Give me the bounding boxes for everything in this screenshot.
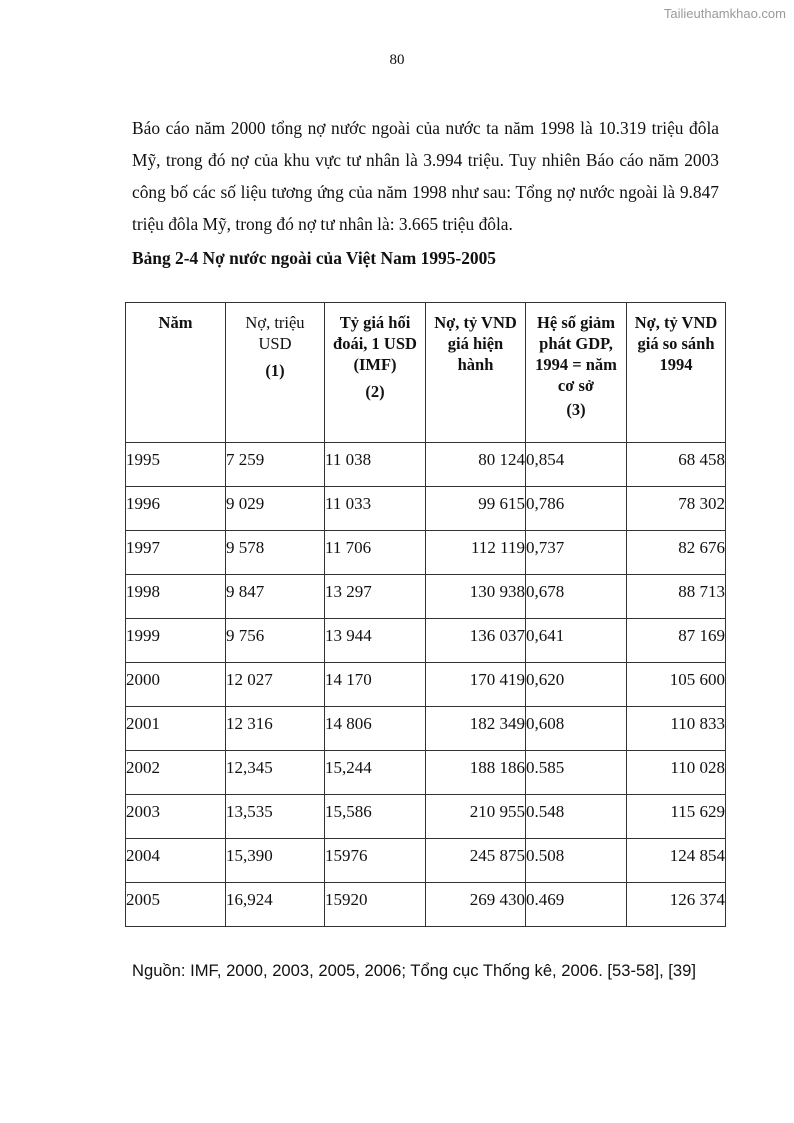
cell-debt-vnd-current: 130 938 — [426, 575, 526, 619]
cell-debt-vnd-current: 210 955 — [426, 795, 526, 839]
cell-debt-vnd-current: 269 430 — [426, 883, 526, 927]
cell-debt-usd: 13,535 — [226, 795, 325, 839]
header-note: (2) — [365, 382, 385, 401]
page-number: 80 — [389, 52, 405, 68]
cell-year: 1997 — [126, 531, 226, 575]
table-row — [126, 575, 726, 619]
cell-debt-vnd-current: 99 615 — [426, 487, 526, 531]
cell-debt-vnd-current: 170 419 — [426, 663, 526, 707]
cell-exchange-rate: 15,244 — [325, 751, 426, 795]
cell-gdp-deflator: 0.585 — [526, 751, 627, 795]
cell-exchange-rate: 15,586 — [325, 795, 426, 839]
table-row — [126, 619, 726, 663]
header-label: Nợ, tỷ VND giá so sánh 1994 — [634, 313, 718, 374]
cell-year: 1999 — [126, 619, 226, 663]
cell-debt-vnd-1994: 115 629 — [627, 795, 726, 839]
cell-debt-usd: 9 756 — [226, 619, 325, 663]
cell-year: 1995 — [126, 443, 226, 487]
cell-gdp-deflator: 0,641 — [526, 619, 627, 663]
table-caption: Bảng 2-4 Nợ nước ngoài của Việt Nam 1995-2005 — [132, 248, 496, 268]
cell-debt-vnd-current: 136 037 — [426, 619, 526, 663]
cell-year: 2004 — [126, 839, 226, 883]
cell-debt-vnd-current: 182 349 — [426, 707, 526, 751]
cell-debt-vnd-1994: 126 374 — [627, 883, 726, 927]
cell-exchange-rate: 15920 — [325, 883, 426, 927]
table-row — [126, 663, 726, 707]
cell-debt-vnd-1994: 78 302 — [627, 487, 726, 531]
cell-year: 1996 — [126, 487, 226, 531]
header-debt-vnd-current — [426, 303, 526, 443]
cell-year: 1998 — [126, 575, 226, 619]
cell-gdp-deflator: 0,854 — [526, 443, 627, 487]
header-debt-usd — [226, 303, 325, 443]
table-row — [126, 707, 726, 751]
table-row — [126, 531, 726, 575]
cell-year: 2000 — [126, 663, 226, 707]
cell-gdp-deflator: 0,786 — [526, 487, 627, 531]
cell-debt-vnd-1994: 110 833 — [627, 707, 726, 751]
cell-exchange-rate: 11 033 — [325, 487, 426, 531]
cell-debt-usd: 12 027 — [226, 663, 325, 707]
header-gdp-deflator — [526, 303, 627, 443]
cell-exchange-rate: 15976 — [325, 839, 426, 883]
table-row — [126, 487, 726, 531]
cell-debt-vnd-1994: 87 169 — [627, 619, 726, 663]
cell-debt-vnd-current: 245 875 — [426, 839, 526, 883]
cell-debt-usd: 7 259 — [226, 443, 325, 487]
cell-debt-usd: 9 029 — [226, 487, 325, 531]
header-label: Nợ, tỷ VND giá hiện hành — [434, 313, 517, 374]
cell-debt-vnd-1994: 82 676 — [627, 531, 726, 575]
cell-gdp-deflator: 0,608 — [526, 707, 627, 751]
cell-gdp-deflator: 0,620 — [526, 663, 627, 707]
table-row — [126, 795, 726, 839]
table-row — [126, 883, 726, 927]
cell-exchange-rate: 13 297 — [325, 575, 426, 619]
header-label: Tỷ giá hối đoái, 1 USD (IMF) — [333, 313, 417, 374]
header-label: Hệ số giảm phát GDP, 1994 = năm cơ sở — [535, 313, 617, 395]
table-body — [126, 443, 726, 927]
cell-debt-usd: 12 316 — [226, 707, 325, 751]
cell-debt-usd: 12,345 — [226, 751, 325, 795]
cell-year: 2005 — [126, 883, 226, 927]
cell-year: 2002 — [126, 751, 226, 795]
cell-debt-vnd-1994: 110 028 — [627, 751, 726, 795]
table-row — [126, 839, 726, 883]
cell-debt-vnd-1994: 68 458 — [627, 443, 726, 487]
header-note: (3) — [566, 400, 586, 419]
cell-exchange-rate: 13 944 — [325, 619, 426, 663]
cell-gdp-deflator: 0.548 — [526, 795, 627, 839]
cell-year: 2001 — [126, 707, 226, 751]
table-header-row — [126, 303, 726, 443]
table-row — [126, 751, 726, 795]
cell-exchange-rate: 11 706 — [325, 531, 426, 575]
cell-debt-vnd-current: 80 124 — [426, 443, 526, 487]
header-note: (1) — [265, 361, 285, 380]
cell-gdp-deflator: 0.508 — [526, 839, 627, 883]
cell-gdp-deflator: 0.469 — [526, 883, 627, 927]
cell-debt-usd: 9 578 — [226, 531, 325, 575]
cell-debt-vnd-1994: 88 713 — [627, 575, 726, 619]
cell-exchange-rate: 14 170 — [325, 663, 426, 707]
external-debt-table — [125, 302, 726, 927]
body-paragraph: Báo cáo năm 2000 tổng nợ nước ngoài của nước ta năm 1998 là 10.319 triệu đôla Mỹ, trong đó nợ của khu vực tư nhân là 3.994 triệu. Tuy nhiên Báo cáo năm 2003 công bố các số liệu tương ứng của năm 1998 như sau: Tổng nợ nước ngoài là 9.847 triệu đôla Mỹ, trong đó nợ tư nhân là: 3.665 triệu đôla. — [132, 118, 719, 234]
header-year — [126, 303, 226, 443]
table-row — [126, 443, 726, 487]
cell-gdp-deflator: 0,678 — [526, 575, 627, 619]
cell-debt-vnd-1994: 105 600 — [627, 663, 726, 707]
cell-exchange-rate: 11 038 — [325, 443, 426, 487]
cell-debt-usd: 9 847 — [226, 575, 325, 619]
cell-gdp-deflator: 0,737 — [526, 531, 627, 575]
cell-debt-vnd-current: 188 186 — [426, 751, 526, 795]
cell-year: 2003 — [126, 795, 226, 839]
cell-debt-vnd-current: 112 119 — [426, 531, 526, 575]
header-exchange-rate — [325, 303, 426, 443]
header-label: Năm — [158, 313, 193, 332]
watermark: Tailieuthamkhao.com — [663, 6, 786, 21]
header-debt-vnd-1994 — [627, 303, 726, 443]
cell-debt-vnd-1994: 124 854 — [627, 839, 726, 883]
cell-debt-usd: 16,924 — [226, 883, 325, 927]
header-label: Nợ, triệu USD — [245, 313, 305, 353]
cell-exchange-rate: 14 806 — [325, 707, 426, 751]
cell-debt-usd: 15,390 — [226, 839, 325, 883]
source-note: Nguồn: IMF, 2000, 2003, 2005, 2006; Tổng cục Thống kê, 2006. [53-58], [39] — [132, 961, 696, 980]
